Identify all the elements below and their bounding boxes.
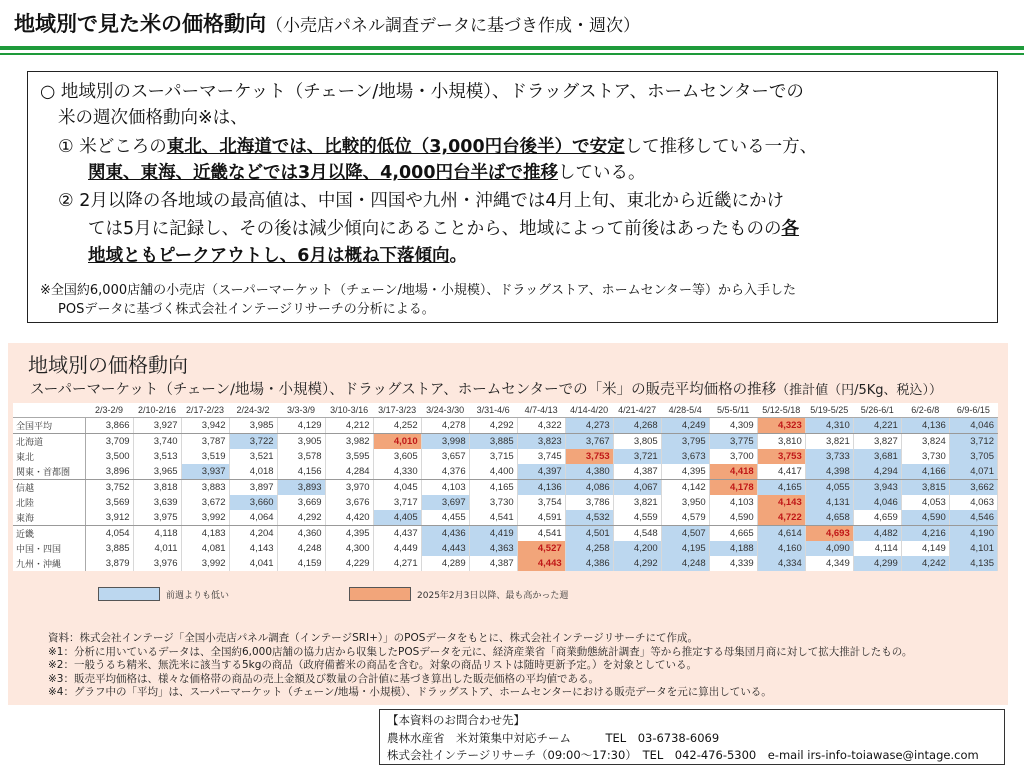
price-cell: 4,064 xyxy=(229,510,277,526)
price-cell: 3,795 xyxy=(661,434,709,450)
price-cell: 4,166 xyxy=(901,464,949,480)
price-cell: 4,156 xyxy=(277,464,325,480)
price-cell: 4,339 xyxy=(709,556,757,571)
price-cell: 4,046 xyxy=(853,495,901,510)
price-cell: 4,071 xyxy=(949,464,997,480)
summary-point-1-cont: 関東、東海、近畿などでは3月以降、4,000円台半ばで推移している。 xyxy=(88,163,646,183)
price-cell: 4,143 xyxy=(229,541,277,556)
price-cell: 3,730 xyxy=(469,495,517,510)
price-cell: 4,284 xyxy=(325,464,373,480)
price-cell: 3,681 xyxy=(853,449,901,464)
price-cell: 4,131 xyxy=(805,495,853,510)
price-cell: 4,067 xyxy=(613,480,661,496)
price-cell: 4,541 xyxy=(517,526,565,542)
price-cell: 3,578 xyxy=(277,449,325,464)
price-cell: 3,519 xyxy=(181,449,229,464)
summary-note-2: POSデータに基づく株式会社インテージリサーチの分析による。 xyxy=(58,302,435,317)
price-cell: 3,767 xyxy=(565,434,613,450)
price-cell: 4,252 xyxy=(373,418,421,434)
price-cell: 4,395 xyxy=(325,526,373,542)
price-cell: 4,165 xyxy=(469,480,517,496)
price-cell: 4,055 xyxy=(805,480,853,496)
price-cell: 4,273 xyxy=(565,418,613,434)
week-header: 2/3-2/9 xyxy=(85,403,133,418)
price-cell: 4,204 xyxy=(229,526,277,542)
price-cell: 4,420 xyxy=(325,510,373,526)
price-cell: 4,665 xyxy=(709,526,757,542)
price-cell: 4,386 xyxy=(565,556,613,571)
price-cell: 4,160 xyxy=(757,541,805,556)
price-cell: 4,053 xyxy=(901,495,949,510)
price-cell: 3,905 xyxy=(277,434,325,450)
week-header: 6/2-6/8 xyxy=(901,403,949,418)
price-cell: 4,658 xyxy=(805,510,853,526)
table-row xyxy=(13,495,998,510)
price-cell: 4,532 xyxy=(565,510,613,526)
price-cell: 4,229 xyxy=(325,556,373,571)
price-cell: 4,212 xyxy=(325,418,373,434)
price-cell: 3,660 xyxy=(229,495,277,510)
price-cell: 4,045 xyxy=(373,480,421,496)
price-cell: 3,818 xyxy=(133,480,181,496)
price-cell: 4,579 xyxy=(661,510,709,526)
contact-heading: 【本資料のお問合わせ先】 xyxy=(387,713,525,727)
price-cell: 3,896 xyxy=(85,464,133,480)
price-cell: 4,268 xyxy=(613,418,661,434)
table-header-row xyxy=(13,403,998,418)
price-cell: 3,722 xyxy=(229,434,277,450)
price-cell: 3,992 xyxy=(181,510,229,526)
title-rule-thick xyxy=(0,46,1024,50)
price-cell: 4,242 xyxy=(901,556,949,571)
price-cell: 4,159 xyxy=(277,556,325,571)
price-cell: 3,717 xyxy=(373,495,421,510)
price-cell: 4,614 xyxy=(757,526,805,542)
note-1: ※1：分析に用いているデータは、全国約6,000店舗の協力店から収集したPOSデータを元に、経済産業省「商業動態統計調査」等から推定する母集団月商に対して拡大推計したもの。 xyxy=(48,645,913,658)
price-cell: 3,821 xyxy=(805,434,853,450)
week-header: 4/14-4/20 xyxy=(565,403,613,418)
table-row xyxy=(13,480,998,496)
price-cell: 4,322 xyxy=(517,418,565,434)
price-cell: 4,455 xyxy=(421,510,469,526)
price-cell: 3,521 xyxy=(229,449,277,464)
region-label: 東北 xyxy=(13,449,85,464)
price-cell: 4,271 xyxy=(373,556,421,571)
legend-blue-label: 前週よりも低い xyxy=(166,590,230,601)
price-cell: 3,827 xyxy=(853,434,901,450)
price-cell: 3,893 xyxy=(277,480,325,496)
contact-maff: 農林水産省 米対策集中対応チーム TEL 03-6738-6069 xyxy=(387,731,720,745)
price-cell: 4,590 xyxy=(709,510,757,526)
price-cell: 3,912 xyxy=(85,510,133,526)
price-cell: 3,970 xyxy=(325,480,373,496)
title-sub: （小売店パネル調査データに基づき作成・週次） xyxy=(266,16,640,36)
price-cell: 3,975 xyxy=(133,510,181,526)
price-cell: 4,054 xyxy=(85,526,133,542)
contact-box xyxy=(379,709,1005,765)
price-cell: 4,449 xyxy=(373,541,421,556)
region-label: 信越 xyxy=(13,480,85,496)
region-label: 東海 xyxy=(13,510,85,526)
price-cell: 3,569 xyxy=(85,495,133,510)
region-label: 北海道 xyxy=(13,434,85,450)
price-cell: 3,754 xyxy=(517,495,565,510)
summary-line-2: 米の週次価格動向※は、 xyxy=(58,108,248,128)
week-header: 3/3-3/9 xyxy=(277,403,325,418)
price-cell: 4,118 xyxy=(133,526,181,542)
legend-orange-swatch xyxy=(349,587,411,601)
price-cell: 4,591 xyxy=(517,510,565,526)
price-cell: 3,885 xyxy=(85,541,133,556)
price-cell: 4,310 xyxy=(805,418,853,434)
price-cell: 4,419 xyxy=(469,526,517,542)
price-cell: 4,501 xyxy=(565,526,613,542)
price-cell: 4,081 xyxy=(181,541,229,556)
price-cell: 4,136 xyxy=(517,480,565,496)
price-cell: 4,018 xyxy=(229,464,277,480)
price-cell: 3,639 xyxy=(133,495,181,510)
price-cell: 4,195 xyxy=(661,541,709,556)
week-header: 4/21-4/27 xyxy=(613,403,661,418)
price-cell: 3,810 xyxy=(757,434,805,450)
price-cell: 4,278 xyxy=(421,418,469,434)
price-cell: 4,443 xyxy=(421,541,469,556)
price-cell: 3,885 xyxy=(469,434,517,450)
price-cell: 3,992 xyxy=(181,556,229,571)
region-label: 全国平均 xyxy=(13,418,85,434)
price-cell: 4,292 xyxy=(469,418,517,434)
price-cell: 3,821 xyxy=(613,495,661,510)
week-header: 5/19-5/25 xyxy=(805,403,853,418)
price-cell: 3,709 xyxy=(85,434,133,450)
price-cell: 3,883 xyxy=(181,480,229,496)
price-cell: 4,395 xyxy=(661,464,709,480)
price-cell: 4,090 xyxy=(805,541,853,556)
week-header: 6/9-6/15 xyxy=(949,403,997,418)
price-cell: 4,590 xyxy=(901,510,949,526)
price-cell: 4,387 xyxy=(613,464,661,480)
note-4: ※4：グラフ中の「平均」は、スーパーマーケット（チェーン/地場・小規模）、ドラッグストア、ホームセンターにおける販売データを元に算出している。 xyxy=(48,686,772,698)
price-cell: 3,721 xyxy=(613,449,661,464)
price-cell: 3,943 xyxy=(853,480,901,496)
week-header: 2/24-3/2 xyxy=(229,403,277,418)
price-cell: 4,400 xyxy=(469,464,517,480)
price-cell: 4,165 xyxy=(757,480,805,496)
price-cell: 3,673 xyxy=(661,449,709,464)
note-source: 資料：株式会社インテージ「全国小売店パネル調査（インテージSRI+）」のPOSデータをもとに、株式会社インテージリサーチにて作成。 xyxy=(48,632,699,644)
price-cell: 3,657 xyxy=(421,449,469,464)
price-table-wrap xyxy=(13,403,998,571)
price-cell: 3,697 xyxy=(421,495,469,510)
price-cell: 3,753 xyxy=(565,449,613,464)
price-cell: 4,178 xyxy=(709,480,757,496)
week-header: 4/7-4/13 xyxy=(517,403,565,418)
price-cell: 4,294 xyxy=(853,464,901,480)
price-cell: 3,805 xyxy=(613,434,661,450)
price-cell: 4,011 xyxy=(133,541,181,556)
price-cell: 3,715 xyxy=(469,449,517,464)
price-cell: 4,527 xyxy=(517,541,565,556)
price-cell: 3,998 xyxy=(421,434,469,450)
summary-line-1: ○ 地域別のスーパーマーケット（チェーン/地場・小規模）、ドラッグストア、ホームセンターでの xyxy=(40,82,804,102)
price-cell: 4,541 xyxy=(469,510,517,526)
price-cell: 4,136 xyxy=(901,418,949,434)
price-cell: 3,669 xyxy=(277,495,325,510)
price-cell: 3,513 xyxy=(133,449,181,464)
price-cell: 4,363 xyxy=(469,541,517,556)
price-cell: 4,376 xyxy=(421,464,469,480)
contact-intage: 株式会社インテージリサーチ（09:00～17:30） TEL 042-476-5300 e-mail irs-info-toiawase@intage.com xyxy=(387,748,979,762)
price-cell: 4,135 xyxy=(949,556,997,571)
price-cell: 4,041 xyxy=(229,556,277,571)
price-cell: 4,417 xyxy=(757,464,805,480)
summary-point-1: ① 米どころの東北、北海道では、比較的低位（3,000円台後半）で安定して推移している一方、 xyxy=(58,137,818,157)
week-header: 3/31-4/6 xyxy=(469,403,517,418)
price-cell: 4,183 xyxy=(181,526,229,542)
price-cell: 4,010 xyxy=(373,434,421,450)
week-header: 3/10-3/16 xyxy=(325,403,373,418)
price-cell: 4,103 xyxy=(421,480,469,496)
week-header: 2/10-2/16 xyxy=(133,403,181,418)
price-cell: 4,436 xyxy=(421,526,469,542)
price-cell: 4,299 xyxy=(853,556,901,571)
price-cell: 3,745 xyxy=(517,449,565,464)
title-main: 地域別で見た米の価格動向 xyxy=(14,12,266,36)
price-cell: 3,950 xyxy=(661,495,709,510)
price-cell: 3,879 xyxy=(85,556,133,571)
price-cell: 3,927 xyxy=(133,418,181,434)
price-cell: 4,289 xyxy=(421,556,469,571)
price-cell: 3,897 xyxy=(229,480,277,496)
table-row xyxy=(13,510,998,526)
price-cell: 3,733 xyxy=(805,449,853,464)
panel-subtitle: スーパーマーケット（チェーン/地場・小規模）、ドラッグストア、ホームセンターでの「米」の販売平均価格の推移（推計値（円/5Kg、税込）） xyxy=(30,382,943,398)
price-cell: 3,700 xyxy=(709,449,757,464)
price-cell: 3,662 xyxy=(949,480,997,496)
price-cell: 3,712 xyxy=(949,434,997,450)
summary-note-1: ※全国約6,000店舗の小売店（スーパーマーケット（チェーン/地場・小規模）、ドラッグストア、ホームセンター等）から入手した xyxy=(40,283,797,298)
price-panel xyxy=(8,343,1008,705)
price-cell: 4,188 xyxy=(709,541,757,556)
price-cell: 4,405 xyxy=(373,510,421,526)
table-row xyxy=(13,541,998,556)
price-cell: 4,360 xyxy=(277,526,325,542)
summary-point-2-end: 地域ともピークアウトし、6月は概ね下落傾向。 xyxy=(88,246,467,266)
price-cell: 4,292 xyxy=(277,510,325,526)
price-cell: 4,334 xyxy=(757,556,805,571)
table-row xyxy=(13,418,998,434)
price-table xyxy=(13,403,998,571)
price-cell: 3,786 xyxy=(565,495,613,510)
price-cell: 4,142 xyxy=(661,480,709,496)
price-cell: 4,559 xyxy=(613,510,661,526)
region-label: 中国・四国 xyxy=(13,541,85,556)
price-cell: 4,258 xyxy=(565,541,613,556)
price-cell: 4,292 xyxy=(613,556,661,571)
price-cell: 3,815 xyxy=(901,480,949,496)
price-cell: 4,149 xyxy=(901,541,949,556)
legend-orange-label: 2025年2月3日以降、最も高かった週 xyxy=(417,590,569,601)
price-cell: 4,323 xyxy=(757,418,805,434)
price-cell: 4,248 xyxy=(277,541,325,556)
table-row xyxy=(13,434,998,450)
price-cell: 3,705 xyxy=(949,449,997,464)
price-cell: 4,063 xyxy=(949,495,997,510)
note-3: ※3：販売平均価格は、様々な価格帯の商品の売上金額及び数量の合計値に基づき算出した販売価格の平均値である。 xyxy=(48,672,599,685)
price-cell: 3,985 xyxy=(229,418,277,434)
price-cell: 4,103 xyxy=(709,495,757,510)
price-cell: 3,787 xyxy=(181,434,229,450)
price-cell: 4,418 xyxy=(709,464,757,480)
price-cell: 3,730 xyxy=(901,449,949,464)
price-cell: 3,753 xyxy=(757,449,805,464)
price-cell: 4,693 xyxy=(805,526,853,542)
price-cell: 4,548 xyxy=(613,526,661,542)
price-cell: 4,349 xyxy=(805,556,853,571)
table-row xyxy=(13,449,998,464)
price-cell: 3,676 xyxy=(325,495,373,510)
notes xyxy=(48,632,912,700)
week-header: 5/26-6/1 xyxy=(853,403,901,418)
price-cell: 3,965 xyxy=(133,464,181,480)
price-cell: 4,397 xyxy=(517,464,565,480)
summary-point-2-cont: ては5月に記録し、その後は減少傾向にあることから、地域によって前後はあったものの各 xyxy=(88,219,799,239)
price-cell: 4,482 xyxy=(853,526,901,542)
price-cell: 3,752 xyxy=(85,480,133,496)
week-header: 3/24-3/30 xyxy=(421,403,469,418)
price-cell: 3,824 xyxy=(901,434,949,450)
price-cell: 4,248 xyxy=(661,556,709,571)
price-cell: 3,976 xyxy=(133,556,181,571)
week-header: 2/17-2/23 xyxy=(181,403,229,418)
legend-blue-swatch xyxy=(98,587,160,601)
title-rule-thin xyxy=(0,53,1024,55)
table-row xyxy=(13,464,998,480)
price-cell: 4,190 xyxy=(949,526,997,542)
price-cell: 3,672 xyxy=(181,495,229,510)
price-cell: 3,605 xyxy=(373,449,421,464)
price-cell: 4,300 xyxy=(325,541,373,556)
price-cell: 3,937 xyxy=(181,464,229,480)
price-cell: 3,823 xyxy=(517,434,565,450)
week-header: 3/17-3/23 xyxy=(373,403,421,418)
price-cell: 4,546 xyxy=(949,510,997,526)
price-cell: 4,507 xyxy=(661,526,709,542)
price-cell: 4,101 xyxy=(949,541,997,556)
region-label: 九州・沖縄 xyxy=(13,556,85,571)
price-cell: 3,866 xyxy=(85,418,133,434)
region-label: 関東・首都圏 xyxy=(13,464,85,480)
week-header: 4/28-5/4 xyxy=(661,403,709,418)
week-header: 5/12-5/18 xyxy=(757,403,805,418)
price-cell: 4,380 xyxy=(565,464,613,480)
price-cell: 4,143 xyxy=(757,495,805,510)
price-cell: 4,330 xyxy=(373,464,421,480)
table-row xyxy=(13,526,998,542)
price-cell: 4,129 xyxy=(277,418,325,434)
region-label: 近畿 xyxy=(13,526,85,542)
summary-point-2: ② 2月以降の各地域の最高値は、中国・四国や九州・沖縄では4月上旬、東北から近畿にかけ xyxy=(58,191,785,211)
price-cell: 3,595 xyxy=(325,449,373,464)
price-cell: 3,500 xyxy=(85,449,133,464)
price-cell: 4,659 xyxy=(853,510,901,526)
region-label: 北陸 xyxy=(13,495,85,510)
price-cell: 3,982 xyxy=(325,434,373,450)
price-cell: 4,398 xyxy=(805,464,853,480)
price-cell: 4,046 xyxy=(949,418,997,434)
price-cell: 4,216 xyxy=(901,526,949,542)
price-cell: 4,443 xyxy=(517,556,565,571)
table-corner xyxy=(13,403,85,418)
panel-title: 地域別の価格動向 xyxy=(28,353,188,377)
price-cell: 3,942 xyxy=(181,418,229,434)
price-cell: 4,221 xyxy=(853,418,901,434)
week-header: 5/5-5/11 xyxy=(709,403,757,418)
price-cell: 4,387 xyxy=(469,556,517,571)
note-2: ※2：一般うるち精米、無洗米に該当する5kgの商品（政府備蓄米の商品を含む。対象の商品リストは随時更新予定。）を対象としている。 xyxy=(48,659,697,671)
price-cell: 3,740 xyxy=(133,434,181,450)
price-cell: 4,722 xyxy=(757,510,805,526)
summary-box xyxy=(27,71,998,323)
legend xyxy=(98,587,568,601)
price-cell: 4,309 xyxy=(709,418,757,434)
price-cell: 4,114 xyxy=(853,541,901,556)
table-row xyxy=(13,556,998,571)
price-cell: 4,249 xyxy=(661,418,709,434)
price-cell: 4,437 xyxy=(373,526,421,542)
price-cell: 3,775 xyxy=(709,434,757,450)
price-cell: 4,086 xyxy=(565,480,613,496)
page-title xyxy=(14,8,640,38)
price-cell: 4,200 xyxy=(613,541,661,556)
